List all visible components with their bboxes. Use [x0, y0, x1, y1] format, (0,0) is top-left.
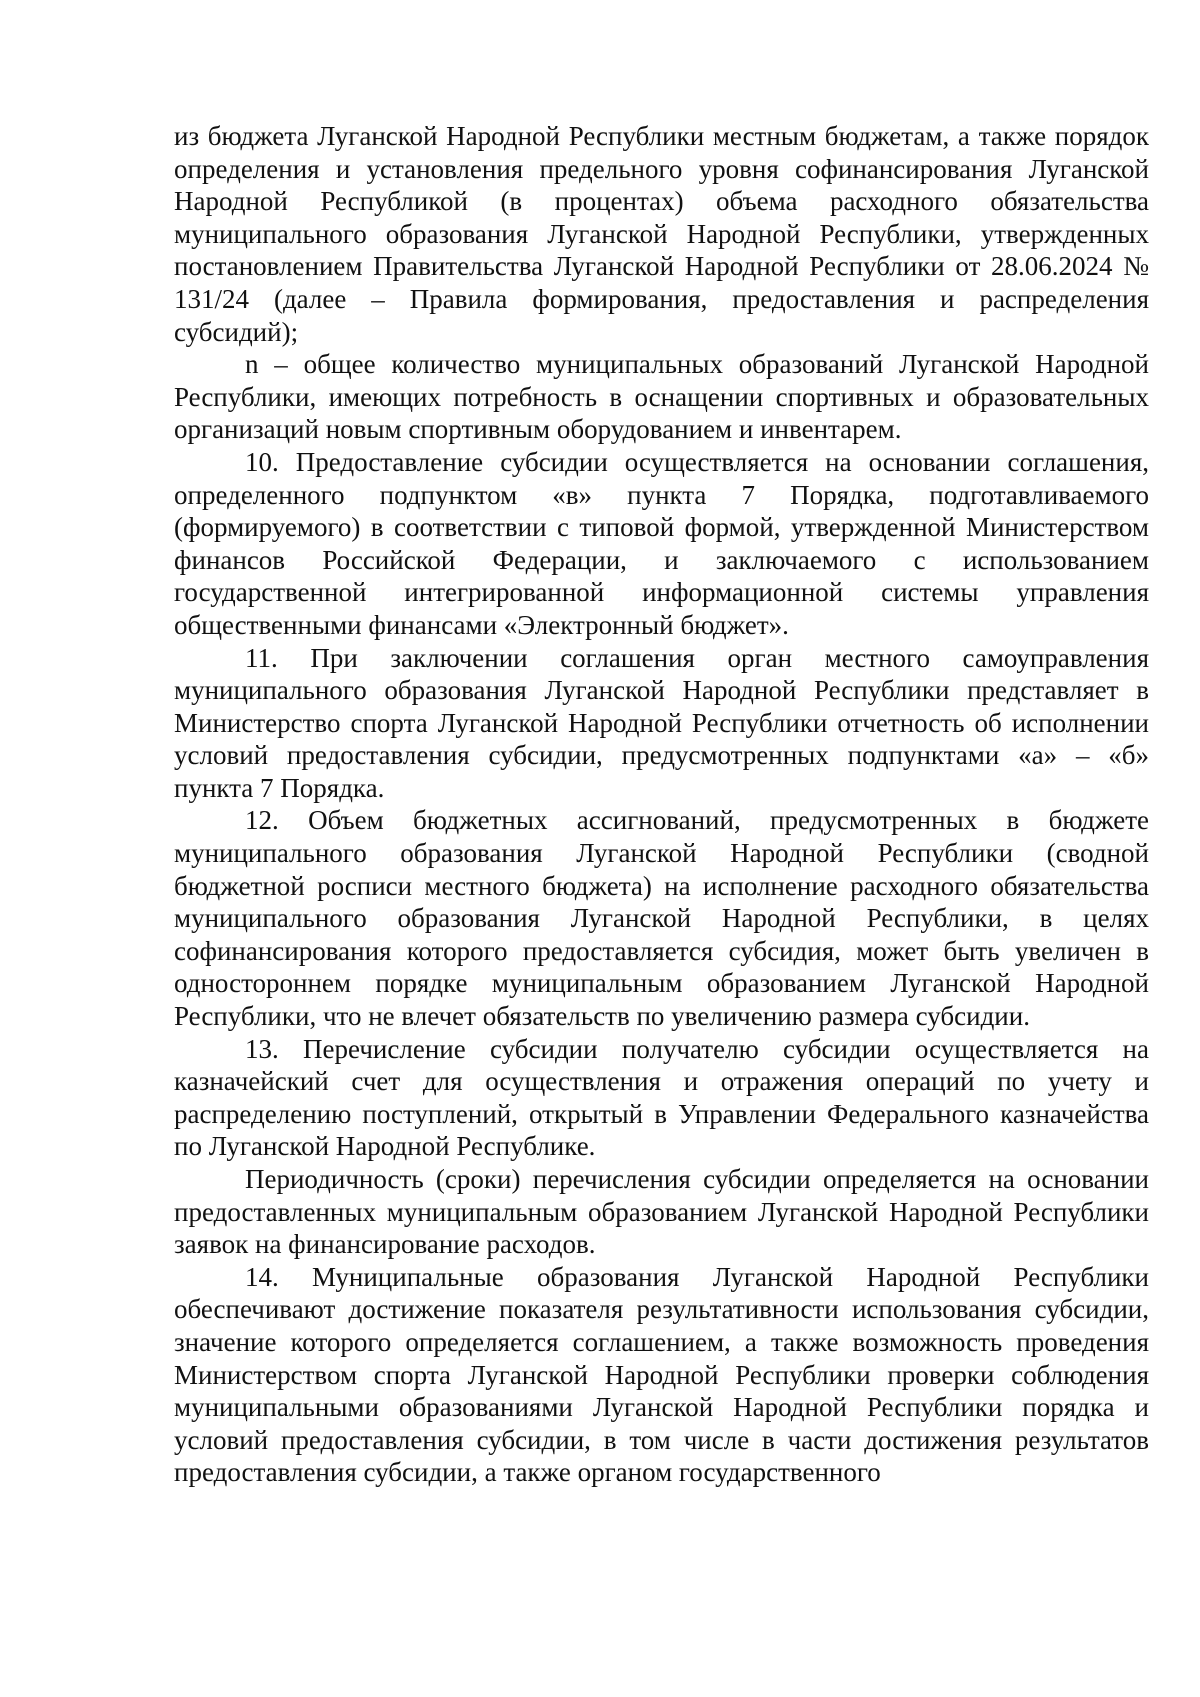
paragraph-item-12: 12. Объем бюджетных ассигнований, предусмотренных в бюджете муниципального образования Луганской Народной Республики (сводной бюджетной росписи местного бюджета) на исполнение расходного обязательства муниципального образования Луганской Народной Республики, в целях софинансирования которого предоставляется субсидия, может быть увеличен в одностороннем порядке муниципальным образованием Луганской Народной Республики, что не влечет обязательств по увеличению размера субсидии. — [174, 805, 1149, 1032]
paragraph-item-13: 13. Перечисление субсидии получателю субсидии осуществляется на казначейский счет для осуществления и отражения операций по учету и распределению поступлений, открытый в Управлении Федерального казначейства по Луганской Народной Республике. — [174, 1033, 1149, 1162]
paragraph-item-11: 11. При заключении соглашения орган местного самоуправления муниципального образования Луганской Народной Республики представляет в Министерство спорта Луганской Народной Республики отчетность об исполнении условий предоставления субсидии, предусмотренных подпунктами «а» – «б» пункта 7 Порядка. — [174, 642, 1149, 803]
paragraph-item-10: 10. Предоставление субсидии осуществляется на основании соглашения, определенного подпунктом «в» пункта 7 Порядка, подготавливаемого (формируемого) в соответствии с типовой формой, утвержденной Министерством финансов Российской Федерации, и заключаемого с использованием государственной интегрированной информационной системы управления общественными финансами «Электронный бюджет». — [174, 446, 1149, 640]
document-page — [174, 120, 1149, 1489]
paragraph-rules-reference: из бюджета Луганской Народной Республики местным бюджетам, а также порядок определения и установления предельного уровня софинансирования Луганской Народной Республикой (в процентах) объема расходного обязательства муниципального образования Луганской Народной Республики, утвержденных постановлением Правительства Луганской Народной Республики от 28.06.2024 № 131/24 (далее – Правила формирования, предоставления и распределения субсидий); — [174, 121, 1149, 347]
paragraph-item-14: 14. Муниципальные образования Луганской Народной Республики обеспечивают достижение показателя результативности использования субсидии, значение которого определяется соглашением, а также возможность проведения Министерством спорта Луганской Народной Республики проверки соблюдения муниципальными образованиями Луганской Народной Республики порядка и условий предоставления субсидии, в том числе в части достижения результатов предоставления субсидии, а также органом государственного — [174, 1261, 1149, 1488]
paragraph-n-definition: n – общее количество муниципальных образований Луганской Народной Республики, имеющих потребность в оснащении спортивных и образовательных организаций новым спортивным оборудованием и инвентарем. — [174, 349, 1149, 445]
paragraph-transfer-frequency: Периодичность (сроки) перечисления субсидии определяется на основании предоставленных муниципальным образованием Луганской Народной Республики заявок на финансирование расходов. — [174, 1164, 1149, 1260]
